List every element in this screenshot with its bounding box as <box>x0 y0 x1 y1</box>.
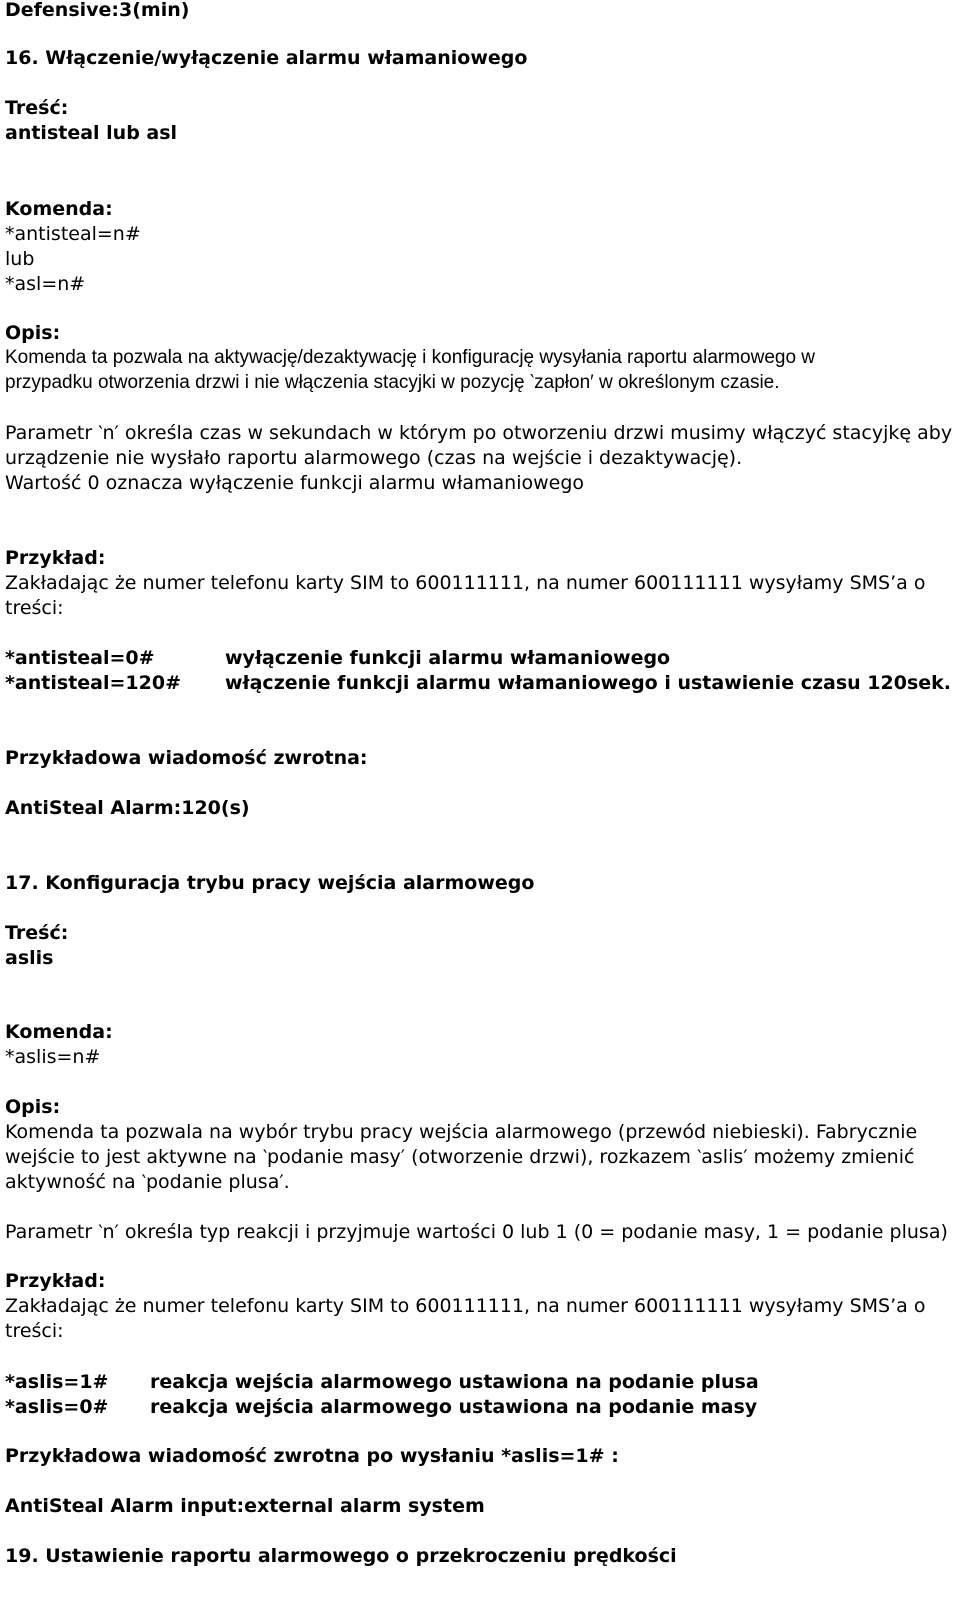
s17-przyklad-line: treści: <box>5 1320 64 1342</box>
s16-przyklad-line: Zakładając że numer telefonu karty SIM to 600111111, na numer 600111111 wysyłamy SMS’a o <box>5 572 926 594</box>
s16-komenda-label: Komenda: <box>5 198 113 220</box>
s16-tresc-value: antisteal lub asl <box>5 122 178 144</box>
s17-komenda-value: *aslis=n# <box>5 1046 101 1068</box>
s17-example-cmd: *aslis=1# <box>5 1371 109 1393</box>
section-17-title: 17. Konfiguracja trybu pracy wejścia alarmowego <box>5 872 535 894</box>
s17-example-cmd: *aslis=0# <box>5 1396 109 1418</box>
s17-opis-line: aktywność na ‵podanie plusa′. <box>5 1171 290 1193</box>
s17-param-line: Parametr ‵n′ określa typ reakcji i przyjmuje wartości 0 lub 1 (0 = podanie masy, 1 = podanie plusa) <box>5 1221 948 1243</box>
s16-example-cmd: *antisteal=0# <box>5 647 155 669</box>
s16-tresc-label: Treść: <box>5 97 69 119</box>
s16-response-value: AntiSteal Alarm:120(s) <box>5 797 250 819</box>
s16-przyklad-line: treści: <box>5 597 64 619</box>
s16-example-desc: wyłączenie funkcji alarmu włamaniowego <box>225 647 671 669</box>
s16-example-desc: włączenie funkcji alarmu włamaniowego i ustawienie czasu 120sek. <box>225 672 951 694</box>
s16-param-line: Wartość 0 oznacza wyłączenie funkcji alarmu włamaniowego <box>5 472 585 494</box>
s17-komenda-label: Komenda: <box>5 1021 113 1043</box>
section-16-title: 16. Włączenie/wyłączenie alarmu włamaniowego <box>5 47 528 69</box>
s16-komenda-line: lub <box>5 248 35 270</box>
s17-tresc-value: aslis <box>5 947 54 969</box>
s17-opis-label: Opis: <box>5 1096 61 1118</box>
s16-param-line: urządzenie nie wysłało raportu alarmowego (czas na wejście i dezaktywację). <box>5 447 743 469</box>
s16-komenda-line: *antisteal=n# <box>5 223 141 245</box>
s17-example-desc: reakcja wejścia alarmowego ustawiona na podanie masy <box>150 1396 758 1418</box>
s16-opis-line: przypadku otworzenia drzwi i nie włączenia stacyjki w pozycję ‵zapłon′ w określonym czasie. <box>5 372 780 393</box>
section-19-title: 19. Ustawienie raportu alarmowego o przekroczeniu prędkości <box>5 1545 677 1567</box>
s17-tresc-label: Treść: <box>5 922 69 944</box>
s16-param-line: Parametr ‵n′ określa czas w sekundach w którym po otworzeniu drzwi musimy włączyć stacyjkę aby <box>5 422 953 444</box>
s17-opis-line: Komenda ta pozwala na wybór trybu pracy wejścia alarmowego (przewód niebieski). Fabrycznie <box>5 1121 918 1143</box>
s16-opis-line: Komenda ta pozwala na aktywację/dezaktywację i konfigurację wysyłania raportu alarmowego w <box>5 347 816 368</box>
s17-przyklad-label: Przykład: <box>5 1270 106 1292</box>
s16-przyklad-label: Przykład: <box>5 547 106 569</box>
s16-response-label: Przykładowa wiadomość zwrotna: <box>5 747 368 769</box>
s17-przyklad-line: Zakładając że numer telefonu karty SIM to 600111111, na numer 600111111 wysyłamy SMS’a o <box>5 1295 926 1317</box>
header-line: Defensive:3(min) <box>5 0 190 21</box>
s17-example-desc: reakcja wejścia alarmowego ustawiona na podanie plusa <box>150 1371 759 1393</box>
s17-response-label: Przykładowa wiadomość zwrotna po wysłaniu *aslis=1# : <box>5 1445 619 1467</box>
s16-opis-label: Opis: <box>5 322 61 344</box>
s16-example-cmd: *antisteal=120# <box>5 672 181 694</box>
s16-komenda-line: *asl=n# <box>5 273 86 295</box>
s17-opis-line: wejście to jest aktywne na ‵podanie masy′ (otworzenie drzwi), rozkazem ‵aslis′ możemy zmienić <box>5 1146 915 1168</box>
s17-response-value: AntiSteal Alarm input:external alarm system <box>5 1495 485 1517</box>
